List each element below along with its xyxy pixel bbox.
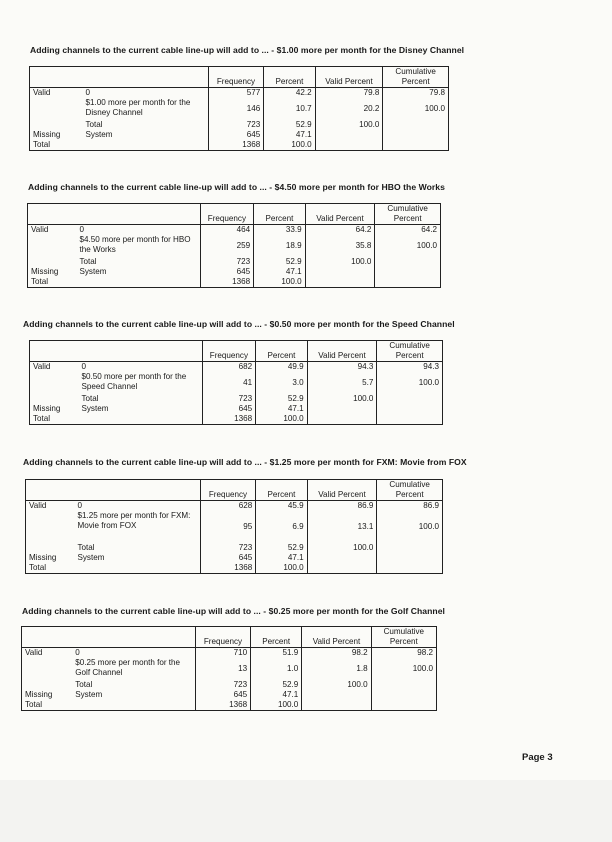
frequency-table [27, 203, 441, 288]
cell-frequency: 146 [208, 98, 264, 120]
row-label: $0.50 more per month for the Speed Channel [78, 372, 202, 394]
cell-valid-percent: 100.0 [305, 257, 375, 267]
group-label: Valid [26, 501, 75, 512]
header-frequency: Frequency [195, 627, 250, 648]
cell-frequency: 13 [195, 658, 250, 680]
cell-valid-percent: 100.0 [307, 394, 377, 404]
header-valid-percent: Valid Percent [305, 204, 375, 225]
cell-percent: 100.0 [254, 277, 305, 288]
table-title: Adding channels to the current cable line-up will add to ... - $4.50 more per month for HBO the Works [28, 182, 445, 192]
cell-valid-percent: 98.2 [302, 648, 371, 659]
row-label: 0 [74, 501, 200, 512]
cell-valid-percent: 94.3 [307, 362, 377, 373]
cell-percent: 52.9 [251, 680, 302, 690]
row-label: System [78, 404, 202, 414]
cell-cumulative: 100.0 [418, 522, 439, 531]
table-title: Adding channels to the current cable line-up will add to ... - $1.00 more per month for the Disney Channel [30, 45, 465, 55]
cell-frequency: 710 [195, 648, 250, 659]
cell-percent: 1.0 [251, 658, 302, 680]
cell-cumulative: 100.0 [418, 378, 439, 387]
cell-frequency: 645 [208, 130, 264, 140]
header-valid-percent: Valid Percent [307, 341, 377, 362]
cell-frequency: 682 [202, 362, 256, 373]
group-label: Total [25, 700, 43, 709]
cell-frequency: 723 [195, 680, 250, 690]
cell-frequency: 259 [200, 235, 254, 257]
group-label: Missing [33, 404, 61, 413]
row-label: Total [74, 543, 200, 553]
cell-valid-percent: 1.8 [302, 658, 371, 680]
cell-frequency: 645 [200, 553, 256, 563]
cell-percent: 52.9 [254, 257, 305, 267]
cell-valid-percent: 100.0 [315, 120, 383, 130]
cell-percent: 49.9 [256, 362, 307, 373]
row-label: Total [72, 680, 195, 690]
cell-cumulative: 64.2 [421, 225, 437, 234]
cell-frequency: 577 [208, 88, 264, 99]
header-percent: Percent [264, 67, 315, 88]
cell-frequency: 1368 [208, 140, 264, 151]
row-label: 0 [76, 225, 200, 236]
cell-percent: 100.0 [251, 700, 302, 711]
table-title: Adding channels to the current cable line-up will add to ... - $0.25 more per month for the Golf Channel [22, 606, 445, 616]
header-cumulative-percent: Cumulative Percent [375, 204, 441, 225]
table-title: Adding channels to the current cable line-up will add to ... - $1.25 more per month for FXM: Movie from FOX [23, 457, 467, 467]
cell-percent: 42.2 [264, 88, 315, 99]
row-label: $1.25 more per month for FXM: Movie from FOX [74, 511, 200, 543]
header-cumulative-percent: Cumulative Percent [383, 67, 449, 88]
cell-frequency: 41 [202, 372, 256, 394]
cell-percent: 52.9 [256, 543, 307, 553]
cell-percent: 47.1 [254, 267, 305, 277]
cell-valid-percent: 35.8 [305, 235, 375, 257]
group-label: Total [31, 277, 49, 286]
cell-percent: 100.0 [264, 140, 315, 151]
row-label: System [83, 130, 209, 140]
group-label: Valid [30, 362, 79, 373]
group-label: Missing [29, 553, 57, 562]
cell-valid-percent: 86.9 [307, 501, 377, 512]
header-valid-percent: Valid Percent [315, 67, 383, 88]
group-label: Valid [28, 225, 77, 236]
cell-frequency: 1368 [200, 277, 254, 288]
cell-valid-percent: 13.1 [307, 511, 377, 543]
row-label: System [74, 553, 200, 563]
group-label: Missing [25, 690, 53, 699]
cell-frequency: 723 [208, 120, 264, 130]
page-number: Page 3 [522, 752, 553, 763]
row-label: $1.00 more per month for the Disney Channel [83, 98, 209, 120]
cell-frequency: 628 [200, 501, 256, 512]
header-frequency: Frequency [208, 67, 264, 88]
row-label: Total [76, 257, 200, 267]
frequency-table [21, 626, 437, 711]
cell-cumulative: 98.2 [417, 648, 433, 657]
frequency-table [25, 479, 443, 574]
cell-cumulative: 100.0 [416, 241, 437, 250]
row-label: System [76, 267, 200, 277]
header-percent: Percent [256, 480, 307, 501]
cell-cumulative: 86.9 [423, 501, 439, 510]
cell-percent: 3.0 [256, 372, 307, 394]
cell-valid-percent: 100.0 [302, 680, 371, 690]
cell-valid-percent: 100.0 [307, 543, 377, 553]
group-label: Missing [31, 267, 59, 276]
cell-percent: 33.9 [254, 225, 305, 236]
cell-cumulative: 100.0 [424, 104, 445, 113]
header-percent: Percent [254, 204, 305, 225]
cell-percent: 52.9 [264, 120, 315, 130]
header-cumulative-percent: Cumulative Percent [371, 627, 436, 648]
cell-percent: 100.0 [256, 414, 307, 425]
header-valid-percent: Valid Percent [302, 627, 371, 648]
header-valid-percent: Valid Percent [307, 480, 377, 501]
row-label: 0 [83, 88, 209, 99]
row-label: 0 [72, 648, 195, 659]
group-label: Total [29, 563, 47, 572]
page-bottom-margin [0, 780, 612, 842]
row-label: Total [78, 394, 202, 404]
cell-frequency: 464 [200, 225, 254, 236]
header-cumulative-percent: Cumulative Percent [377, 480, 443, 501]
group-label: Missing [33, 130, 61, 139]
table-title: Adding channels to the current cable line-up will add to ... - $0.50 more per month for the Speed Channel [23, 319, 455, 329]
cell-cumulative: 94.3 [423, 362, 439, 371]
cell-valid-percent: 20.2 [315, 98, 383, 120]
cell-percent: 18.9 [254, 235, 305, 257]
cell-valid-percent: 5.7 [307, 372, 377, 394]
stub-header [83, 67, 209, 88]
row-label: $0.25 more per month for the Golf Channel [72, 658, 195, 680]
group-label: Total [33, 140, 51, 149]
cell-frequency: 95 [200, 511, 256, 543]
cell-frequency: 723 [200, 543, 256, 553]
header-frequency: Frequency [202, 341, 256, 362]
stub-header [30, 67, 83, 88]
group-label: Valid [30, 88, 83, 99]
cell-frequency: 1368 [200, 563, 256, 574]
cell-frequency: 645 [202, 404, 256, 414]
cell-percent: 100.0 [256, 563, 307, 574]
cell-valid-percent: 79.8 [315, 88, 383, 99]
cell-percent: 52.9 [256, 394, 307, 404]
header-percent: Percent [251, 627, 302, 648]
cell-percent: 6.9 [256, 511, 307, 543]
group-label: Valid [22, 648, 73, 659]
cell-frequency: 1368 [195, 700, 250, 711]
cell-percent: 51.9 [251, 648, 302, 659]
frequency-table [29, 66, 449, 151]
row-label: System [72, 690, 195, 700]
header-percent: Percent [256, 341, 307, 362]
cell-cumulative: 79.8 [429, 88, 445, 97]
cell-cumulative: 100.0 [412, 664, 433, 673]
cell-percent: 47.1 [251, 690, 302, 700]
frequency-table [29, 340, 443, 425]
cell-percent: 10.7 [264, 98, 315, 120]
cell-percent: 47.1 [264, 130, 315, 140]
cell-frequency: 723 [200, 257, 254, 267]
row-label: $4.50 more per month for HBO the Works [76, 235, 200, 257]
row-label: 0 [78, 362, 202, 373]
header-cumulative-percent: Cumulative Percent [377, 341, 443, 362]
header-frequency: Frequency [200, 204, 254, 225]
header-frequency: Frequency [200, 480, 256, 501]
cell-percent: 45.9 [256, 501, 307, 512]
cell-frequency: 723 [202, 394, 256, 404]
cell-percent: 47.1 [256, 404, 307, 414]
cell-percent: 47.1 [256, 553, 307, 563]
cell-frequency: 645 [195, 690, 250, 700]
cell-valid-percent: 64.2 [305, 225, 375, 236]
cell-frequency: 1368 [202, 414, 256, 425]
group-label: Total [33, 414, 51, 423]
row-label: Total [83, 120, 209, 130]
cell-frequency: 645 [200, 267, 254, 277]
